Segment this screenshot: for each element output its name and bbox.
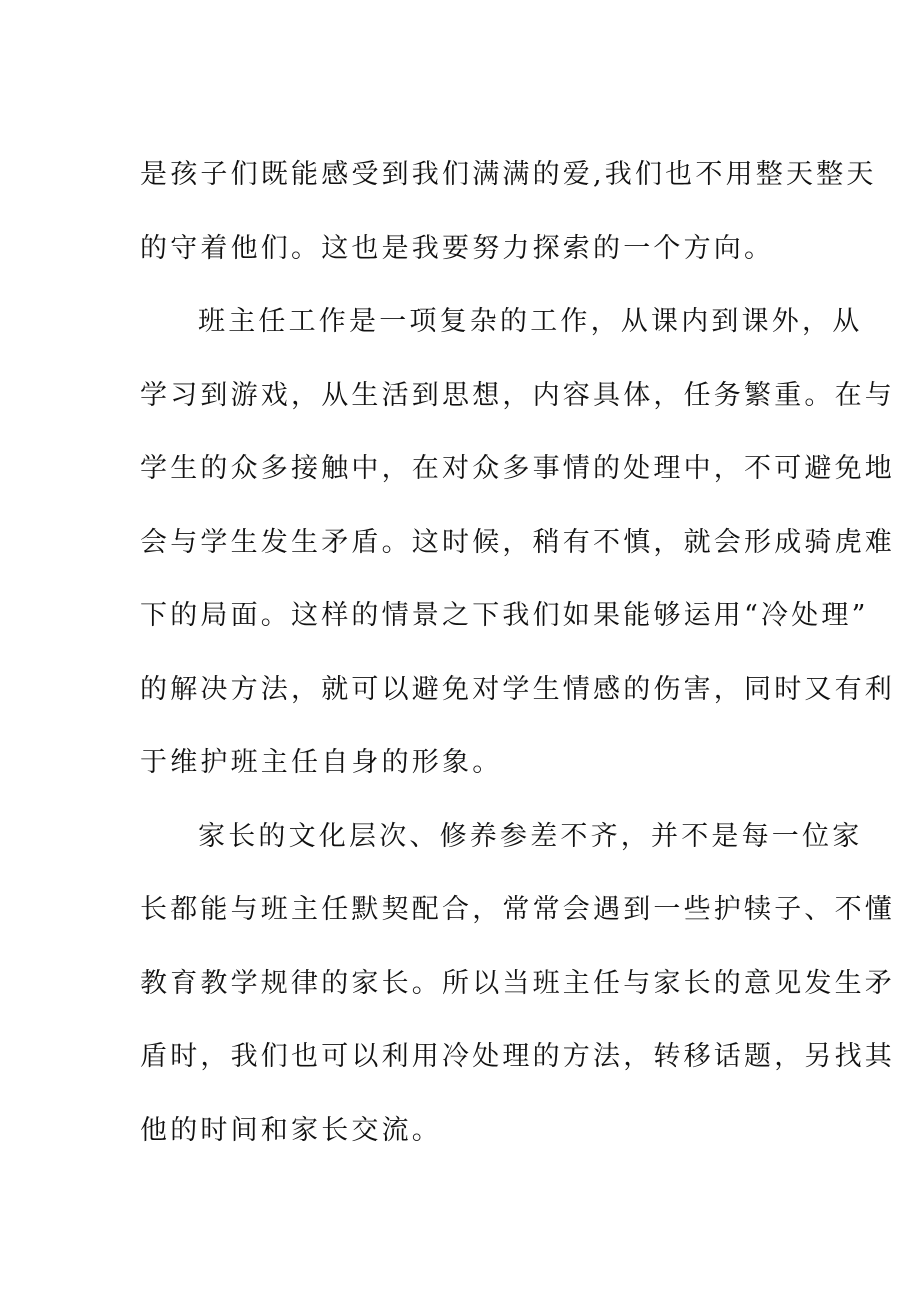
text-line: 学习到游戏，从生活到思想，内容具体，任务繁重。在与 [140,379,895,411]
text-line: 会与学生发生矛盾。这时候，稍有不慎，就会形成骑虎难 [140,526,895,558]
text-line: 教育教学规律的家长。所以当班主任与家长的意见发生矛 [140,967,895,999]
text-line: 于维护班主任自身的形象。 [140,747,503,778]
text-line: 学生的众多接触中，在对众多事情的处理中，不可避免地 [140,453,895,484]
text-line: 是孩子们既能感受到我们满满的爱,我们也不用整天整天 [140,159,877,190]
text-line: 长都能与班主任默契配合，常常会遇到一些护犊子、不懂 [140,894,895,925]
text-line: 下的局面。这样的情景之下我们如果能够运用“冷处理” [140,600,869,631]
paragraph-start-line: 班主任工作是一项复杂的工作，从课内到课外，从 [198,306,863,337]
text-line: 的守着他们。这也是我要努力探索的一个方向。 [140,232,775,264]
text-line: 他的时间和家长交流。 [140,1114,442,1146]
text-line: 盾时，我们也可以利用冷处理的方法，转移话题，另找其 [140,1041,895,1072]
text-line: 的解决方法，就可以避免对学生情感的伤害，同时又有利 [140,673,895,705]
body-text [140,138,895,1167]
paragraph-start-line: 家长的文化层次、修养参差不齐，并不是每一位家 [198,820,863,852]
